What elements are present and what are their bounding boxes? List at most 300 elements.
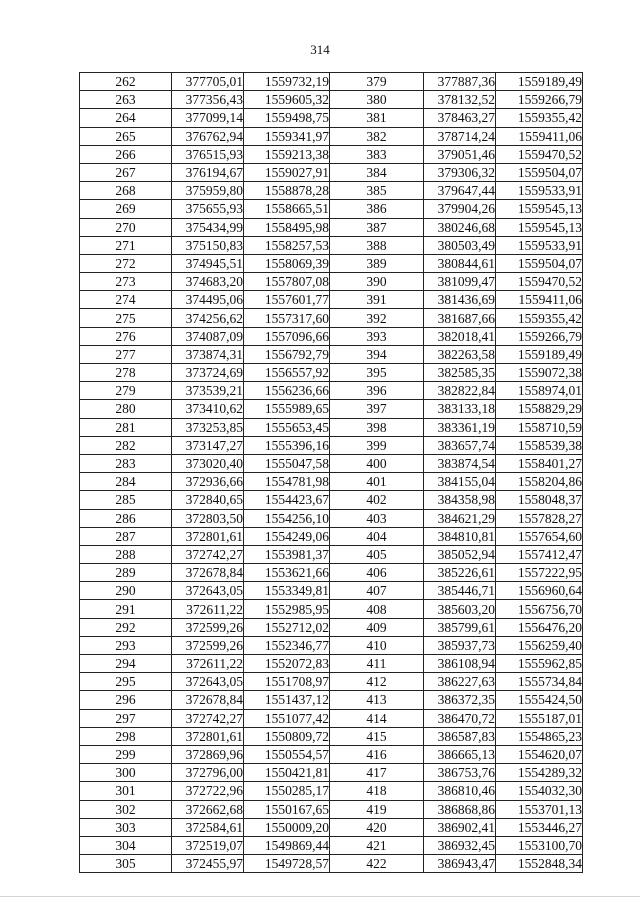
y-coordinate-left-cell: 1558665,51 <box>244 200 330 218</box>
point-number-right-cell: 418 <box>330 782 424 800</box>
y-coordinate-right-cell: 1556259,40 <box>496 636 583 654</box>
point-number-left-cell: 301 <box>80 782 172 800</box>
table-row <box>80 273 583 291</box>
point-number-right-cell: 390 <box>330 273 424 291</box>
x-coordinate-right-cell: 383874,54 <box>424 454 496 472</box>
point-number-left-cell: 274 <box>80 291 172 309</box>
point-number-right-cell: 381 <box>330 109 424 127</box>
point-number-right-cell: 421 <box>330 836 424 854</box>
x-coordinate-right-cell: 381436,69 <box>424 291 496 309</box>
x-coordinate-right-cell: 382263,58 <box>424 345 496 363</box>
table-row <box>80 818 583 836</box>
point-number-left-cell: 286 <box>80 509 172 527</box>
x-coordinate-left-cell: 374495,06 <box>172 291 244 309</box>
x-coordinate-left-cell: 376515,93 <box>172 145 244 163</box>
x-coordinate-right-cell: 386810,46 <box>424 782 496 800</box>
x-coordinate-right-cell: 384810,81 <box>424 527 496 545</box>
table-row <box>80 327 583 345</box>
y-coordinate-left-cell: 1558257,53 <box>244 236 330 254</box>
point-number-right-cell: 404 <box>330 527 424 545</box>
point-number-right-cell: 420 <box>330 818 424 836</box>
x-coordinate-left-cell: 373724,69 <box>172 364 244 382</box>
y-coordinate-right-cell: 1559072,38 <box>496 364 583 382</box>
y-coordinate-left-cell: 1559027,91 <box>244 163 330 181</box>
table-row <box>80 855 583 873</box>
y-coordinate-left-cell: 1559213,38 <box>244 145 330 163</box>
point-number-left-cell: 291 <box>80 600 172 618</box>
x-coordinate-left-cell: 375150,83 <box>172 236 244 254</box>
y-coordinate-right-cell: 1559355,42 <box>496 109 583 127</box>
x-coordinate-left-cell: 372796,00 <box>172 764 244 782</box>
point-number-right-cell: 386 <box>330 200 424 218</box>
table-row <box>80 400 583 418</box>
point-number-left-cell: 287 <box>80 527 172 545</box>
x-coordinate-left-cell: 372722,96 <box>172 782 244 800</box>
point-number-right-cell: 417 <box>330 764 424 782</box>
y-coordinate-left-cell: 1550809,72 <box>244 727 330 745</box>
point-number-right-cell: 391 <box>330 291 424 309</box>
y-coordinate-right-cell: 1559470,52 <box>496 145 583 163</box>
y-coordinate-left-cell: 1558878,28 <box>244 182 330 200</box>
point-number-left-cell: 300 <box>80 764 172 782</box>
x-coordinate-right-cell: 386372,35 <box>424 691 496 709</box>
point-number-right-cell: 406 <box>330 564 424 582</box>
point-number-right-cell: 379 <box>330 73 424 91</box>
point-number-left-cell: 283 <box>80 454 172 472</box>
table-row <box>80 582 583 600</box>
x-coordinate-left-cell: 372643,05 <box>172 673 244 691</box>
y-coordinate-right-cell: 1559545,13 <box>496 200 583 218</box>
y-coordinate-right-cell: 1556756,70 <box>496 600 583 618</box>
point-number-right-cell: 385 <box>330 182 424 200</box>
y-coordinate-right-cell: 1553446,27 <box>496 818 583 836</box>
table-row <box>80 745 583 763</box>
point-number-right-cell: 398 <box>330 418 424 436</box>
y-coordinate-left-cell: 1553621,66 <box>244 564 330 582</box>
point-number-right-cell: 413 <box>330 691 424 709</box>
x-coordinate-right-cell: 386932,45 <box>424 836 496 854</box>
y-coordinate-left-cell: 1559498,75 <box>244 109 330 127</box>
y-coordinate-left-cell: 1555989,65 <box>244 400 330 418</box>
table-row <box>80 418 583 436</box>
table-row <box>80 764 583 782</box>
table-row <box>80 836 583 854</box>
x-coordinate-left-cell: 373253,85 <box>172 418 244 436</box>
point-number-left-cell: 303 <box>80 818 172 836</box>
x-coordinate-right-cell: 379904,26 <box>424 200 496 218</box>
point-number-left-cell: 305 <box>80 855 172 873</box>
point-number-left-cell: 302 <box>80 800 172 818</box>
point-number-left-cell: 284 <box>80 473 172 491</box>
y-coordinate-right-cell: 1554289,32 <box>496 764 583 782</box>
y-coordinate-right-cell: 1559266,79 <box>496 91 583 109</box>
table-row <box>80 545 583 563</box>
table-row <box>80 727 583 745</box>
x-coordinate-right-cell: 379306,32 <box>424 163 496 181</box>
y-coordinate-right-cell: 1559411,06 <box>496 127 583 145</box>
table-row <box>80 636 583 654</box>
y-coordinate-left-cell: 1551437,12 <box>244 691 330 709</box>
point-number-right-cell: 419 <box>330 800 424 818</box>
y-coordinate-left-cell: 1549728,57 <box>244 855 330 873</box>
coordinates-table <box>79 72 583 873</box>
x-coordinate-left-cell: 373539,21 <box>172 382 244 400</box>
table-row <box>80 509 583 527</box>
y-coordinate-right-cell: 1558829,29 <box>496 400 583 418</box>
x-coordinate-right-cell: 386868,86 <box>424 800 496 818</box>
x-coordinate-left-cell: 372936,66 <box>172 473 244 491</box>
x-coordinate-right-cell: 384621,29 <box>424 509 496 527</box>
table-row <box>80 91 583 109</box>
y-coordinate-right-cell: 1559504,07 <box>496 254 583 272</box>
table-row <box>80 309 583 327</box>
table-row <box>80 291 583 309</box>
point-number-right-cell: 397 <box>330 400 424 418</box>
y-coordinate-left-cell: 1555047,58 <box>244 454 330 472</box>
point-number-left-cell: 279 <box>80 382 172 400</box>
x-coordinate-right-cell: 378132,52 <box>424 91 496 109</box>
y-coordinate-left-cell: 1557601,77 <box>244 291 330 309</box>
y-coordinate-right-cell: 1559504,07 <box>496 163 583 181</box>
page-number: 314 <box>310 42 330 57</box>
table-row <box>80 527 583 545</box>
point-number-right-cell: 400 <box>330 454 424 472</box>
x-coordinate-right-cell: 378463,27 <box>424 109 496 127</box>
point-number-left-cell: 289 <box>80 564 172 582</box>
x-coordinate-left-cell: 376194,67 <box>172 163 244 181</box>
point-number-left-cell: 281 <box>80 418 172 436</box>
point-number-right-cell: 422 <box>330 855 424 873</box>
x-coordinate-right-cell: 380246,68 <box>424 218 496 236</box>
point-number-right-cell: 401 <box>330 473 424 491</box>
y-coordinate-right-cell: 1558974,01 <box>496 382 583 400</box>
point-number-left-cell: 264 <box>80 109 172 127</box>
y-coordinate-right-cell: 1555187,01 <box>496 709 583 727</box>
y-coordinate-left-cell: 1552072,83 <box>244 655 330 673</box>
x-coordinate-left-cell: 377705,01 <box>172 73 244 91</box>
x-coordinate-right-cell: 386902,41 <box>424 818 496 836</box>
y-coordinate-right-cell: 1556960,64 <box>496 582 583 600</box>
point-number-left-cell: 297 <box>80 709 172 727</box>
table-row <box>80 109 583 127</box>
point-number-right-cell: 396 <box>330 382 424 400</box>
x-coordinate-left-cell: 372519,07 <box>172 836 244 854</box>
table-row <box>80 145 583 163</box>
x-coordinate-right-cell: 386227,63 <box>424 673 496 691</box>
point-number-left-cell: 273 <box>80 273 172 291</box>
point-number-right-cell: 395 <box>330 364 424 382</box>
point-number-left-cell: 299 <box>80 745 172 763</box>
x-coordinate-left-cell: 375655,93 <box>172 200 244 218</box>
x-coordinate-left-cell: 373147,27 <box>172 436 244 454</box>
point-number-right-cell: 410 <box>330 636 424 654</box>
y-coordinate-right-cell: 1559470,52 <box>496 273 583 291</box>
table-row <box>80 236 583 254</box>
x-coordinate-right-cell: 385052,94 <box>424 545 496 563</box>
point-number-left-cell: 270 <box>80 218 172 236</box>
x-coordinate-right-cell: 382822,84 <box>424 382 496 400</box>
y-coordinate-left-cell: 1557096,66 <box>244 327 330 345</box>
table-row <box>80 491 583 509</box>
y-coordinate-left-cell: 1553349,81 <box>244 582 330 600</box>
table-row <box>80 254 583 272</box>
x-coordinate-right-cell: 378714,24 <box>424 127 496 145</box>
table-row <box>80 163 583 181</box>
y-coordinate-left-cell: 1558495,98 <box>244 218 330 236</box>
y-coordinate-right-cell: 1553100,70 <box>496 836 583 854</box>
table-row <box>80 691 583 709</box>
y-coordinate-left-cell: 1554781,98 <box>244 473 330 491</box>
point-number-right-cell: 388 <box>330 236 424 254</box>
point-number-left-cell: 278 <box>80 364 172 382</box>
x-coordinate-left-cell: 372678,84 <box>172 564 244 582</box>
y-coordinate-left-cell: 1557317,60 <box>244 309 330 327</box>
x-coordinate-right-cell: 385937,73 <box>424 636 496 654</box>
point-number-left-cell: 262 <box>80 73 172 91</box>
x-coordinate-left-cell: 372678,84 <box>172 691 244 709</box>
table-row <box>80 655 583 673</box>
y-coordinate-right-cell: 1558048,37 <box>496 491 583 509</box>
table-row <box>80 436 583 454</box>
table-row <box>80 800 583 818</box>
x-coordinate-right-cell: 382018,41 <box>424 327 496 345</box>
point-number-left-cell: 266 <box>80 145 172 163</box>
x-coordinate-right-cell: 384155,04 <box>424 473 496 491</box>
y-coordinate-right-cell: 1559355,42 <box>496 309 583 327</box>
x-coordinate-left-cell: 372455,97 <box>172 855 244 873</box>
x-coordinate-left-cell: 372801,61 <box>172 527 244 545</box>
point-number-right-cell: 409 <box>330 618 424 636</box>
y-coordinate-left-cell: 1557807,08 <box>244 273 330 291</box>
point-number-left-cell: 272 <box>80 254 172 272</box>
y-coordinate-left-cell: 1550554,57 <box>244 745 330 763</box>
y-coordinate-left-cell: 1556236,66 <box>244 382 330 400</box>
x-coordinate-right-cell: 385799,61 <box>424 618 496 636</box>
y-coordinate-right-cell: 1557412,47 <box>496 545 583 563</box>
x-coordinate-left-cell: 373020,40 <box>172 454 244 472</box>
y-coordinate-left-cell: 1559605,32 <box>244 91 330 109</box>
point-number-left-cell: 288 <box>80 545 172 563</box>
point-number-left-cell: 296 <box>80 691 172 709</box>
x-coordinate-right-cell: 383361,19 <box>424 418 496 436</box>
point-number-left-cell: 304 <box>80 836 172 854</box>
y-coordinate-right-cell: 1558539,38 <box>496 436 583 454</box>
point-number-right-cell: 415 <box>330 727 424 745</box>
y-coordinate-right-cell: 1556476,20 <box>496 618 583 636</box>
x-coordinate-left-cell: 374945,51 <box>172 254 244 272</box>
x-coordinate-left-cell: 372840,65 <box>172 491 244 509</box>
point-number-right-cell: 392 <box>330 309 424 327</box>
point-number-right-cell: 408 <box>330 600 424 618</box>
point-number-left-cell: 269 <box>80 200 172 218</box>
point-number-left-cell: 282 <box>80 436 172 454</box>
y-coordinate-right-cell: 1554032,30 <box>496 782 583 800</box>
x-coordinate-left-cell: 373874,31 <box>172 345 244 363</box>
y-coordinate-left-cell: 1554423,67 <box>244 491 330 509</box>
x-coordinate-left-cell: 372611,22 <box>172 600 244 618</box>
y-coordinate-right-cell: 1559533,91 <box>496 236 583 254</box>
y-coordinate-right-cell: 1555734,84 <box>496 673 583 691</box>
y-coordinate-left-cell: 1550421,81 <box>244 764 330 782</box>
x-coordinate-left-cell: 372742,27 <box>172 709 244 727</box>
y-coordinate-left-cell: 1549869,44 <box>244 836 330 854</box>
y-coordinate-left-cell: 1552712,02 <box>244 618 330 636</box>
x-coordinate-left-cell: 372611,22 <box>172 655 244 673</box>
x-coordinate-right-cell: 386943,47 <box>424 855 496 873</box>
point-number-right-cell: 403 <box>330 509 424 527</box>
y-coordinate-right-cell: 1555424,50 <box>496 691 583 709</box>
y-coordinate-right-cell: 1557222,95 <box>496 564 583 582</box>
x-coordinate-right-cell: 383657,74 <box>424 436 496 454</box>
y-coordinate-left-cell: 1552985,95 <box>244 600 330 618</box>
point-number-right-cell: 414 <box>330 709 424 727</box>
x-coordinate-left-cell: 374087,09 <box>172 327 244 345</box>
y-coordinate-right-cell: 1559189,49 <box>496 73 583 91</box>
y-coordinate-right-cell: 1558710,59 <box>496 418 583 436</box>
point-number-left-cell: 271 <box>80 236 172 254</box>
y-coordinate-right-cell: 1555962,85 <box>496 655 583 673</box>
point-number-left-cell: 280 <box>80 400 172 418</box>
point-number-right-cell: 411 <box>330 655 424 673</box>
point-number-right-cell: 416 <box>330 745 424 763</box>
x-coordinate-right-cell: 385446,71 <box>424 582 496 600</box>
point-number-right-cell: 402 <box>330 491 424 509</box>
point-number-right-cell: 407 <box>330 582 424 600</box>
point-number-left-cell: 277 <box>80 345 172 363</box>
point-number-right-cell: 382 <box>330 127 424 145</box>
x-coordinate-left-cell: 372801,61 <box>172 727 244 745</box>
point-number-right-cell: 383 <box>330 145 424 163</box>
point-number-right-cell: 380 <box>330 91 424 109</box>
x-coordinate-left-cell: 377099,14 <box>172 109 244 127</box>
x-coordinate-right-cell: 384358,98 <box>424 491 496 509</box>
x-coordinate-left-cell: 374683,20 <box>172 273 244 291</box>
point-number-left-cell: 263 <box>80 91 172 109</box>
x-coordinate-left-cell: 377356,43 <box>172 91 244 109</box>
table-row <box>80 600 583 618</box>
x-coordinate-left-cell: 372742,27 <box>172 545 244 563</box>
y-coordinate-left-cell: 1554249,06 <box>244 527 330 545</box>
point-number-right-cell: 384 <box>330 163 424 181</box>
x-coordinate-right-cell: 381687,66 <box>424 309 496 327</box>
point-number-right-cell: 389 <box>330 254 424 272</box>
point-number-left-cell: 293 <box>80 636 172 654</box>
page-bottom-divider <box>0 896 640 897</box>
y-coordinate-left-cell: 1551708,97 <box>244 673 330 691</box>
point-number-right-cell: 405 <box>330 545 424 563</box>
point-number-right-cell: 399 <box>330 436 424 454</box>
y-coordinate-right-cell: 1559533,91 <box>496 182 583 200</box>
point-number-left-cell: 265 <box>80 127 172 145</box>
y-coordinate-right-cell: 1559266,79 <box>496 327 583 345</box>
point-number-left-cell: 295 <box>80 673 172 691</box>
point-number-left-cell: 298 <box>80 727 172 745</box>
y-coordinate-left-cell: 1558069,39 <box>244 254 330 272</box>
x-coordinate-right-cell: 382585,35 <box>424 364 496 382</box>
x-coordinate-left-cell: 372599,26 <box>172 636 244 654</box>
y-coordinate-right-cell: 1557654,60 <box>496 527 583 545</box>
x-coordinate-left-cell: 372803,50 <box>172 509 244 527</box>
x-coordinate-right-cell: 385603,20 <box>424 600 496 618</box>
y-coordinate-left-cell: 1551077,42 <box>244 709 330 727</box>
table-row <box>80 454 583 472</box>
point-number-left-cell: 268 <box>80 182 172 200</box>
x-coordinate-right-cell: 379647,44 <box>424 182 496 200</box>
y-coordinate-left-cell: 1553981,37 <box>244 545 330 563</box>
x-coordinate-left-cell: 374256,62 <box>172 309 244 327</box>
y-coordinate-left-cell: 1550167,65 <box>244 800 330 818</box>
x-coordinate-right-cell: 386108,94 <box>424 655 496 673</box>
table-row <box>80 473 583 491</box>
y-coordinate-left-cell: 1550285,17 <box>244 782 330 800</box>
table-row <box>80 182 583 200</box>
x-coordinate-right-cell: 386470,72 <box>424 709 496 727</box>
x-coordinate-right-cell: 377887,36 <box>424 73 496 91</box>
x-coordinate-right-cell: 386753,76 <box>424 764 496 782</box>
y-coordinate-right-cell: 1554865,23 <box>496 727 583 745</box>
x-coordinate-left-cell: 372662,68 <box>172 800 244 818</box>
x-coordinate-right-cell: 381099,47 <box>424 273 496 291</box>
x-coordinate-right-cell: 380844,61 <box>424 254 496 272</box>
x-coordinate-right-cell: 386665,13 <box>424 745 496 763</box>
x-coordinate-left-cell: 376762,94 <box>172 127 244 145</box>
y-coordinate-left-cell: 1555396,16 <box>244 436 330 454</box>
table-row <box>80 218 583 236</box>
point-number-left-cell: 292 <box>80 618 172 636</box>
table-row <box>80 73 583 91</box>
y-coordinate-left-cell: 1554256,10 <box>244 509 330 527</box>
point-number-right-cell: 387 <box>330 218 424 236</box>
y-coordinate-left-cell: 1559732,19 <box>244 73 330 91</box>
x-coordinate-left-cell: 372869,96 <box>172 745 244 763</box>
table-row <box>80 200 583 218</box>
y-coordinate-right-cell: 1552848,34 <box>496 855 583 873</box>
x-coordinate-left-cell: 373410,62 <box>172 400 244 418</box>
y-coordinate-right-cell: 1559189,49 <box>496 345 583 363</box>
table-row <box>80 709 583 727</box>
table-row <box>80 564 583 582</box>
y-coordinate-left-cell: 1555653,45 <box>244 418 330 436</box>
y-coordinate-right-cell: 1559545,13 <box>496 218 583 236</box>
point-number-right-cell: 394 <box>330 345 424 363</box>
x-coordinate-right-cell: 380503,49 <box>424 236 496 254</box>
point-number-left-cell: 290 <box>80 582 172 600</box>
point-number-right-cell: 412 <box>330 673 424 691</box>
point-number-left-cell: 276 <box>80 327 172 345</box>
x-coordinate-right-cell: 385226,61 <box>424 564 496 582</box>
y-coordinate-right-cell: 1553701,13 <box>496 800 583 818</box>
point-number-left-cell: 285 <box>80 491 172 509</box>
y-coordinate-left-cell: 1550009,20 <box>244 818 330 836</box>
table-row <box>80 345 583 363</box>
y-coordinate-left-cell: 1556557,92 <box>244 364 330 382</box>
point-number-left-cell: 294 <box>80 655 172 673</box>
table-row <box>80 782 583 800</box>
y-coordinate-right-cell: 1554620,07 <box>496 745 583 763</box>
x-coordinate-left-cell: 375959,80 <box>172 182 244 200</box>
point-number-left-cell: 275 <box>80 309 172 327</box>
x-coordinate-left-cell: 372599,26 <box>172 618 244 636</box>
x-coordinate-left-cell: 372584,61 <box>172 818 244 836</box>
table-row <box>80 364 583 382</box>
point-number-right-cell: 393 <box>330 327 424 345</box>
coordinates-table-wrapper <box>79 72 583 873</box>
x-coordinate-right-cell: 383133,18 <box>424 400 496 418</box>
y-coordinate-left-cell: 1552346,77 <box>244 636 330 654</box>
y-coordinate-right-cell: 1559411,06 <box>496 291 583 309</box>
y-coordinate-right-cell: 1558401,27 <box>496 454 583 472</box>
y-coordinate-left-cell: 1556792,79 <box>244 345 330 363</box>
